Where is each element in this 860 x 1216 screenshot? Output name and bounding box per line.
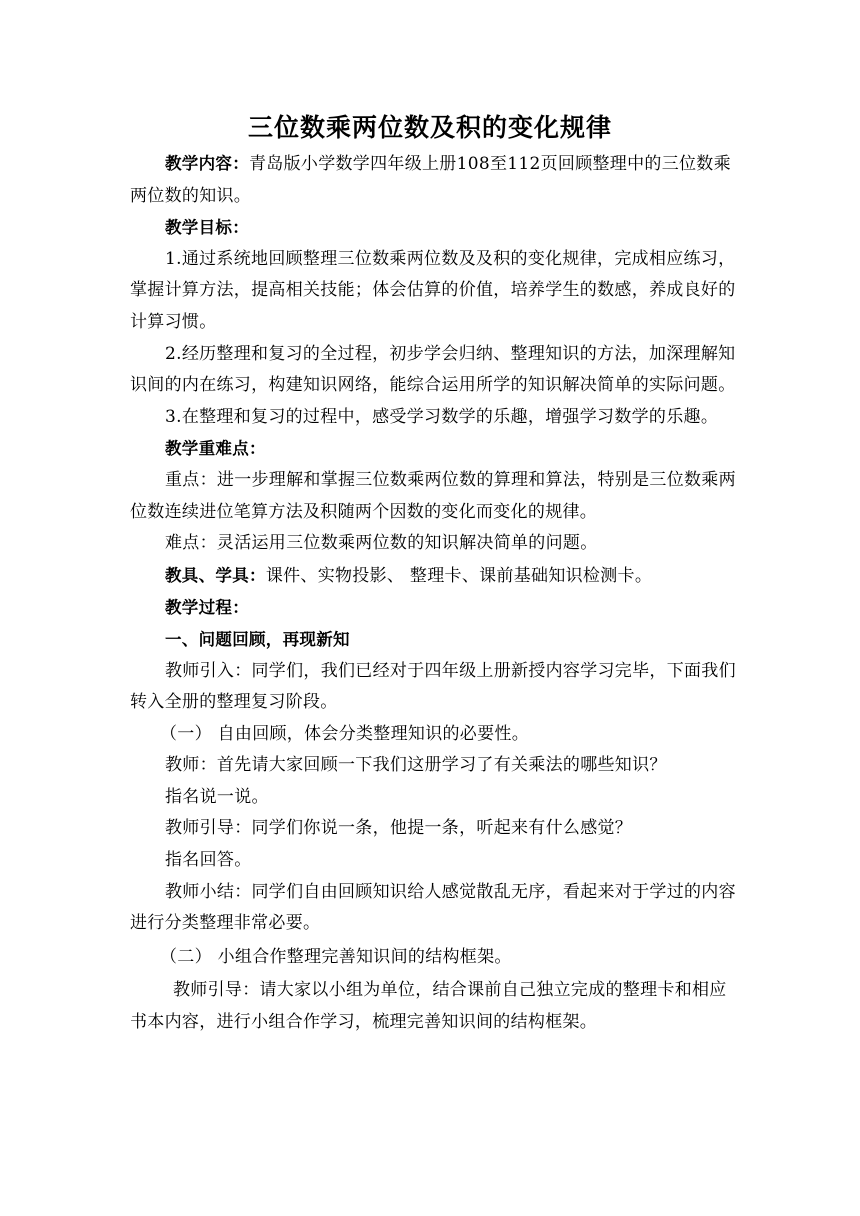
teaching-content-label: 教学内容： xyxy=(165,154,249,173)
subsection-1: （一） 自由回顾，体会分类整理知识的必要性。 xyxy=(160,723,530,744)
goals-heading: 教学目标： xyxy=(165,218,249,238)
teaching-content xyxy=(130,148,740,212)
teacher-guide-1: 教师引导：同学们你说一条，他提一条，听起来有什么感觉？ xyxy=(165,818,633,839)
goal-3: 3.在整理和复习的过程中，感受学习数学的乐趣，增强学习数学的乐趣。 xyxy=(165,406,719,427)
section-1-heading: 一、问题回顾，再现新知 xyxy=(165,629,350,649)
difficulty: 难点：灵活运用三位数乘两位数的知识解决简单的问题。 xyxy=(165,533,598,554)
teacher-intro: 教师引入：同学们，我们已经对于四年级上册新授内容学习完毕，下面我们转入全册的整理复习阶段。 xyxy=(130,660,736,713)
tools xyxy=(130,560,740,593)
teacher-guide-2: 教师引导：请大家以小组为单位，结合课前自己独立完成的整理卡和相应书本内容，进行小组合作学习，梳理完善知识间的结构框架。 xyxy=(130,980,727,1033)
document-body xyxy=(130,148,740,1039)
tools-text: 课件、实物投影、 整理卡、课前基础知识检测卡。 xyxy=(265,565,653,586)
goal-1: 1.通过系统地回顾整理三位数乘两位数及及积的变化规律，完成相应练习，掌握计算方法，提高相关技能；体会估算的价值，培养学生的数感，养成良好的计算习惯。 xyxy=(130,248,736,332)
tools-label: 教具、学具： xyxy=(165,565,266,585)
subsection-2: （二） 小组合作整理完善知识间的结构框架。 xyxy=(160,946,512,967)
key-point: 重点：进一步理解和掌握三位数乘两位数的算理和算法，特别是三位数乘两位数连续进位笔算方法及积随两个因数的变化而变化的规律。 xyxy=(130,469,736,522)
goal-2: 2.经历整理和复习的全过程，初步学会归纳、整理知识的方法，加深理解知识间的内在练习，构建知识网络，能综合运用所学的知识解决简单的实际问题。 xyxy=(130,343,736,396)
call-on-student-1: 指名说一说。 xyxy=(165,786,269,807)
call-on-student-2: 指名回答。 xyxy=(165,850,252,871)
teacher-question: 教师：首先请大家回顾一下我们这册学习了有关乘法的哪些知识？ xyxy=(165,755,667,776)
process-heading: 教学过程： xyxy=(165,598,249,618)
teaching-content-text: 青岛版小学数学四年级上册108至112页回顾整理中的三位数乘两位数的知识。 xyxy=(130,154,731,206)
key-heading: 教学重难点： xyxy=(165,439,266,459)
page-title: 三位数乘两位数及积的变化规律 xyxy=(247,113,612,142)
teacher-summary: 教师小结：同学们自由回顾知识给人感觉散乱无序，看起来对于学过的内容进行分类整理非常必要。 xyxy=(130,881,736,934)
